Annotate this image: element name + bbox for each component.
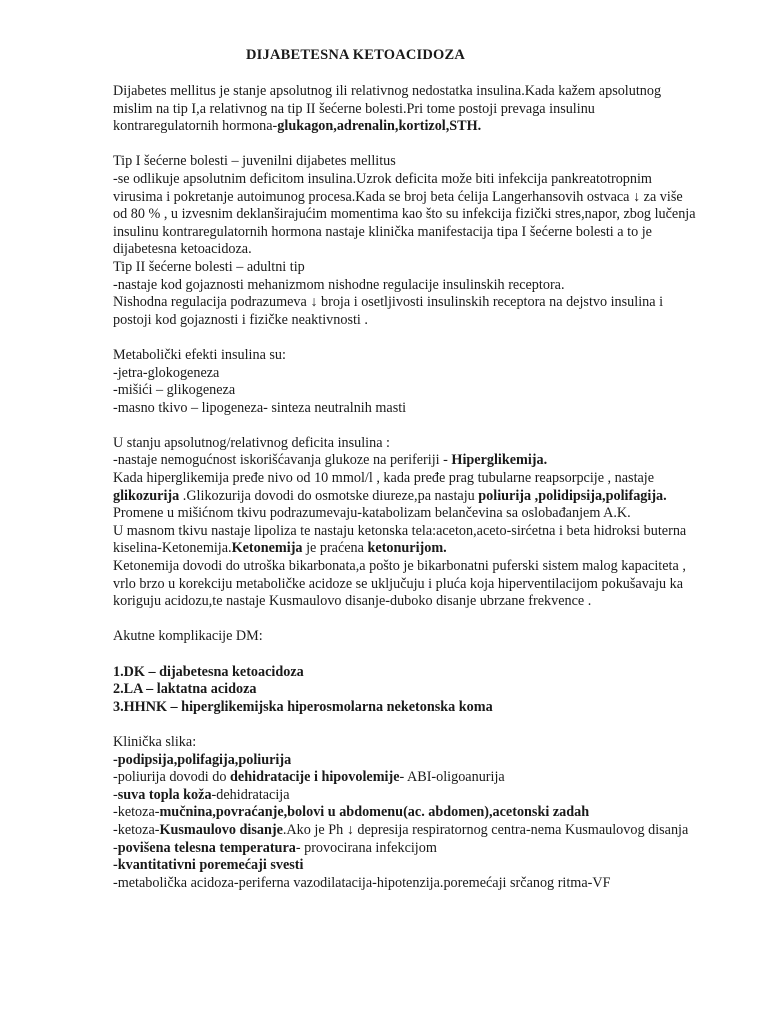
text-line: [113, 576, 743, 594]
text-run: Kada hiperglikemija pređe nivo od 10 mmol/l , kada pređe prag tubularne reapsorpcije , nastaje: [113, 470, 655, 487]
bold-text: 3.HHNK – hiperglikemijska hiperosmolarna neketonska koma: [113, 698, 493, 715]
text-line: [113, 400, 743, 418]
text-run: koriguju acidozu,te nastaje Kusmaulovo disanje-duboko disanje ubrzane frekvence .: [113, 593, 592, 610]
text-run: Tip I šećerne bolesti – juvenilni dijabetes mellitus: [113, 153, 396, 170]
text-line: [113, 488, 743, 506]
text-run: dijabetesna ketoacidoza.: [113, 241, 252, 258]
text-line: [113, 153, 743, 171]
text-run: -metabolička acidoza-periferna vazodilatacija-hipotenzija.poremećaji srčanog ritma-VF: [113, 874, 611, 891]
text-line: [113, 804, 743, 822]
document-body: [113, 83, 743, 892]
text-line: [113, 593, 743, 611]
text-line: [113, 752, 743, 770]
bold-text: mučnina,povraćanje,bolovi u abdomenu(ac. abdomen),acetonski zadah: [159, 804, 590, 821]
text-line: [113, 857, 743, 875]
text-run: Klinička slika:: [113, 733, 197, 750]
text-line: [113, 259, 743, 277]
text-line: [113, 628, 743, 646]
text-line: [113, 558, 743, 576]
bold-text: ketonurijom.: [367, 540, 447, 557]
text-line: [113, 277, 743, 295]
acute-complications-heading: [113, 628, 743, 646]
text-run: -ketoza-: [113, 821, 160, 838]
text-line: [113, 452, 743, 470]
bold-text: Hiperglikemija.: [451, 452, 548, 469]
text-line: [113, 699, 743, 717]
text-line: [113, 312, 743, 330]
text-line: [113, 540, 743, 558]
bold-text: 1.DK – dijabetesna ketoacidoza: [113, 663, 304, 680]
deficit-paragraph: [113, 435, 743, 611]
text-line: [113, 664, 743, 682]
text-line: [113, 769, 743, 787]
text-run: insulinu kontraregulatornih hormona nastaje klinička manifestacija tipa I šećerne bolesti a to je: [113, 223, 652, 240]
text-run: Akutne komplikacije DM:: [113, 628, 263, 645]
bold-text: -kvantitativni poremećaji svesti: [113, 857, 304, 874]
bold-text: Ketonemija: [231, 540, 303, 557]
text-run: -: [113, 839, 118, 856]
text-run: -nastaje nemogućnost iskorišćavanja glukoze na periferiji -: [113, 452, 452, 469]
text-run: Tip II šećerne bolesti – adultni tip: [113, 258, 305, 275]
bold-text: povišena telesna temperatura: [117, 839, 296, 856]
bold-text: -podipsija,polifagija,poliurija: [113, 751, 292, 768]
text-run: .Glikozurija dovodi do osmotske diureze,pa nastaju: [179, 487, 479, 504]
text-run: U masnom tkivu nastaje lipoliza te nastaju ketonska tela:aceton,aceto-sirćetna i beta hidroksi buterna: [113, 522, 687, 539]
text-run: Ketonemija dovodi do utroška bikarbonata,a pošto je bikarbonatni puferski sistem malog kapaciteta ,: [113, 558, 686, 575]
text-run: kontraregulatornih hormona-: [113, 118, 278, 135]
text-line: [113, 241, 743, 259]
text-line: [113, 875, 743, 893]
text-line: [113, 787, 743, 805]
text-run: Promene u mišićnom tkivu podrazumevaju-katabolizam belančevina sa oslobađanjem A.K.: [113, 505, 631, 522]
text-run: Nishodna regulacija podrazumeva ↓ broja i osetljivosti insulinskih receptora na dejstvo insulina i: [113, 294, 664, 311]
acute-complications-list: [113, 664, 743, 717]
bold-text: 2.LA – laktatna acidoza: [113, 681, 257, 698]
text-run: Metabolički efekti insulina su:: [113, 346, 286, 363]
bold-text: suva topla koža: [117, 786, 212, 803]
text-run: -se odlikuje apsolutnim deficitom insulina.Uzrok deficita može biti infekcija pankreatotropnim: [113, 170, 652, 187]
text-run: -masno tkivo – lipogeneza- sinteza neutralnih masti: [113, 399, 407, 416]
text-run: -nastaje kod gojaznosti mehanizmom nishodne regulacije insulinskih receptora.: [113, 276, 565, 293]
text-line: [113, 101, 743, 119]
text-line: [113, 294, 743, 312]
text-line: [113, 435, 743, 453]
bold-text: Kusmaulovo disanje: [159, 821, 283, 838]
text-run: - ABI-oligoanurija: [399, 769, 505, 786]
text-line: [113, 365, 743, 383]
text-run: -mišići – glikogeneza: [113, 382, 236, 399]
text-run: postoji kod gojaznosti i fizičke neaktivnosti .: [113, 311, 368, 328]
bold-text: glukagon,adrenalin,kortizol,STH.: [277, 118, 482, 135]
text-line: [113, 189, 743, 207]
text-run: -poliurija dovodi do: [113, 769, 231, 786]
text-run: -jetra-glokogeneza: [113, 364, 220, 381]
text-run: je praćena: [302, 540, 368, 557]
intro-paragraph: [113, 83, 743, 136]
text-run: od 80 % , u izvesnim deklanširajućim momentima kao što su infekcija fizički stres,napor, zbog lučenja: [113, 206, 696, 223]
document-title: DIJABETESNA KETOACIDOZA: [246, 47, 466, 63]
bold-text: dehidratacije i hipovolemije: [230, 769, 400, 786]
text-line: [113, 681, 743, 699]
bold-text: poliurija ,polidipsija,polifagija.: [478, 487, 667, 504]
text-run: .Ako je Ph ↓ depresija respiratornog centra-nema Kusmaulovog disanja: [282, 821, 689, 838]
text-run: -: [113, 786, 118, 803]
text-run: -dehidratacija: [211, 786, 290, 803]
text-line: [113, 822, 743, 840]
text-run: vrlo brzo u korekciju metaboličke acidoze se uključuju i pluća koja hiperventilacijom pokušavaju ka: [113, 575, 684, 592]
text-run: U stanju apsolutnog/relativnog deficita insulina :: [113, 434, 390, 451]
text-line: [113, 347, 743, 365]
text-line: [113, 224, 743, 242]
text-run: -ketoza-: [113, 804, 160, 821]
text-line: [113, 840, 743, 858]
text-line: [113, 734, 743, 752]
text-line: [113, 171, 743, 189]
text-line: [113, 505, 743, 523]
metabolic-effects-paragraph: [113, 347, 743, 417]
clinical-picture-paragraph: [113, 734, 743, 892]
text-line: [113, 83, 743, 101]
text-line: [113, 470, 743, 488]
text-line: [113, 382, 743, 400]
text-run: - provocirana infekcijom: [295, 839, 437, 856]
text-run: kiselina-Ketonemija.: [113, 540, 232, 557]
text-run: mislim na tip I,a relativnog na tip II šećerne bolesti.Pri tome postoji prevaga insulinu: [113, 100, 595, 117]
text-run: Dijabetes mellitus je stanje apsolutnog ili relativnog nedostatka insulina.Kada kažem apsolutnog: [113, 83, 662, 99]
text-line: [113, 118, 743, 136]
text-run: virusima i pokretanje autoimunog procesa.Kada se broj beta ćelija Langerhansovih ostvaca ↓ za više: [113, 188, 683, 205]
tip1-paragraph: [113, 153, 743, 329]
text-line: [113, 206, 743, 224]
text-line: [113, 523, 743, 541]
bold-text: glikozurija: [113, 487, 180, 504]
